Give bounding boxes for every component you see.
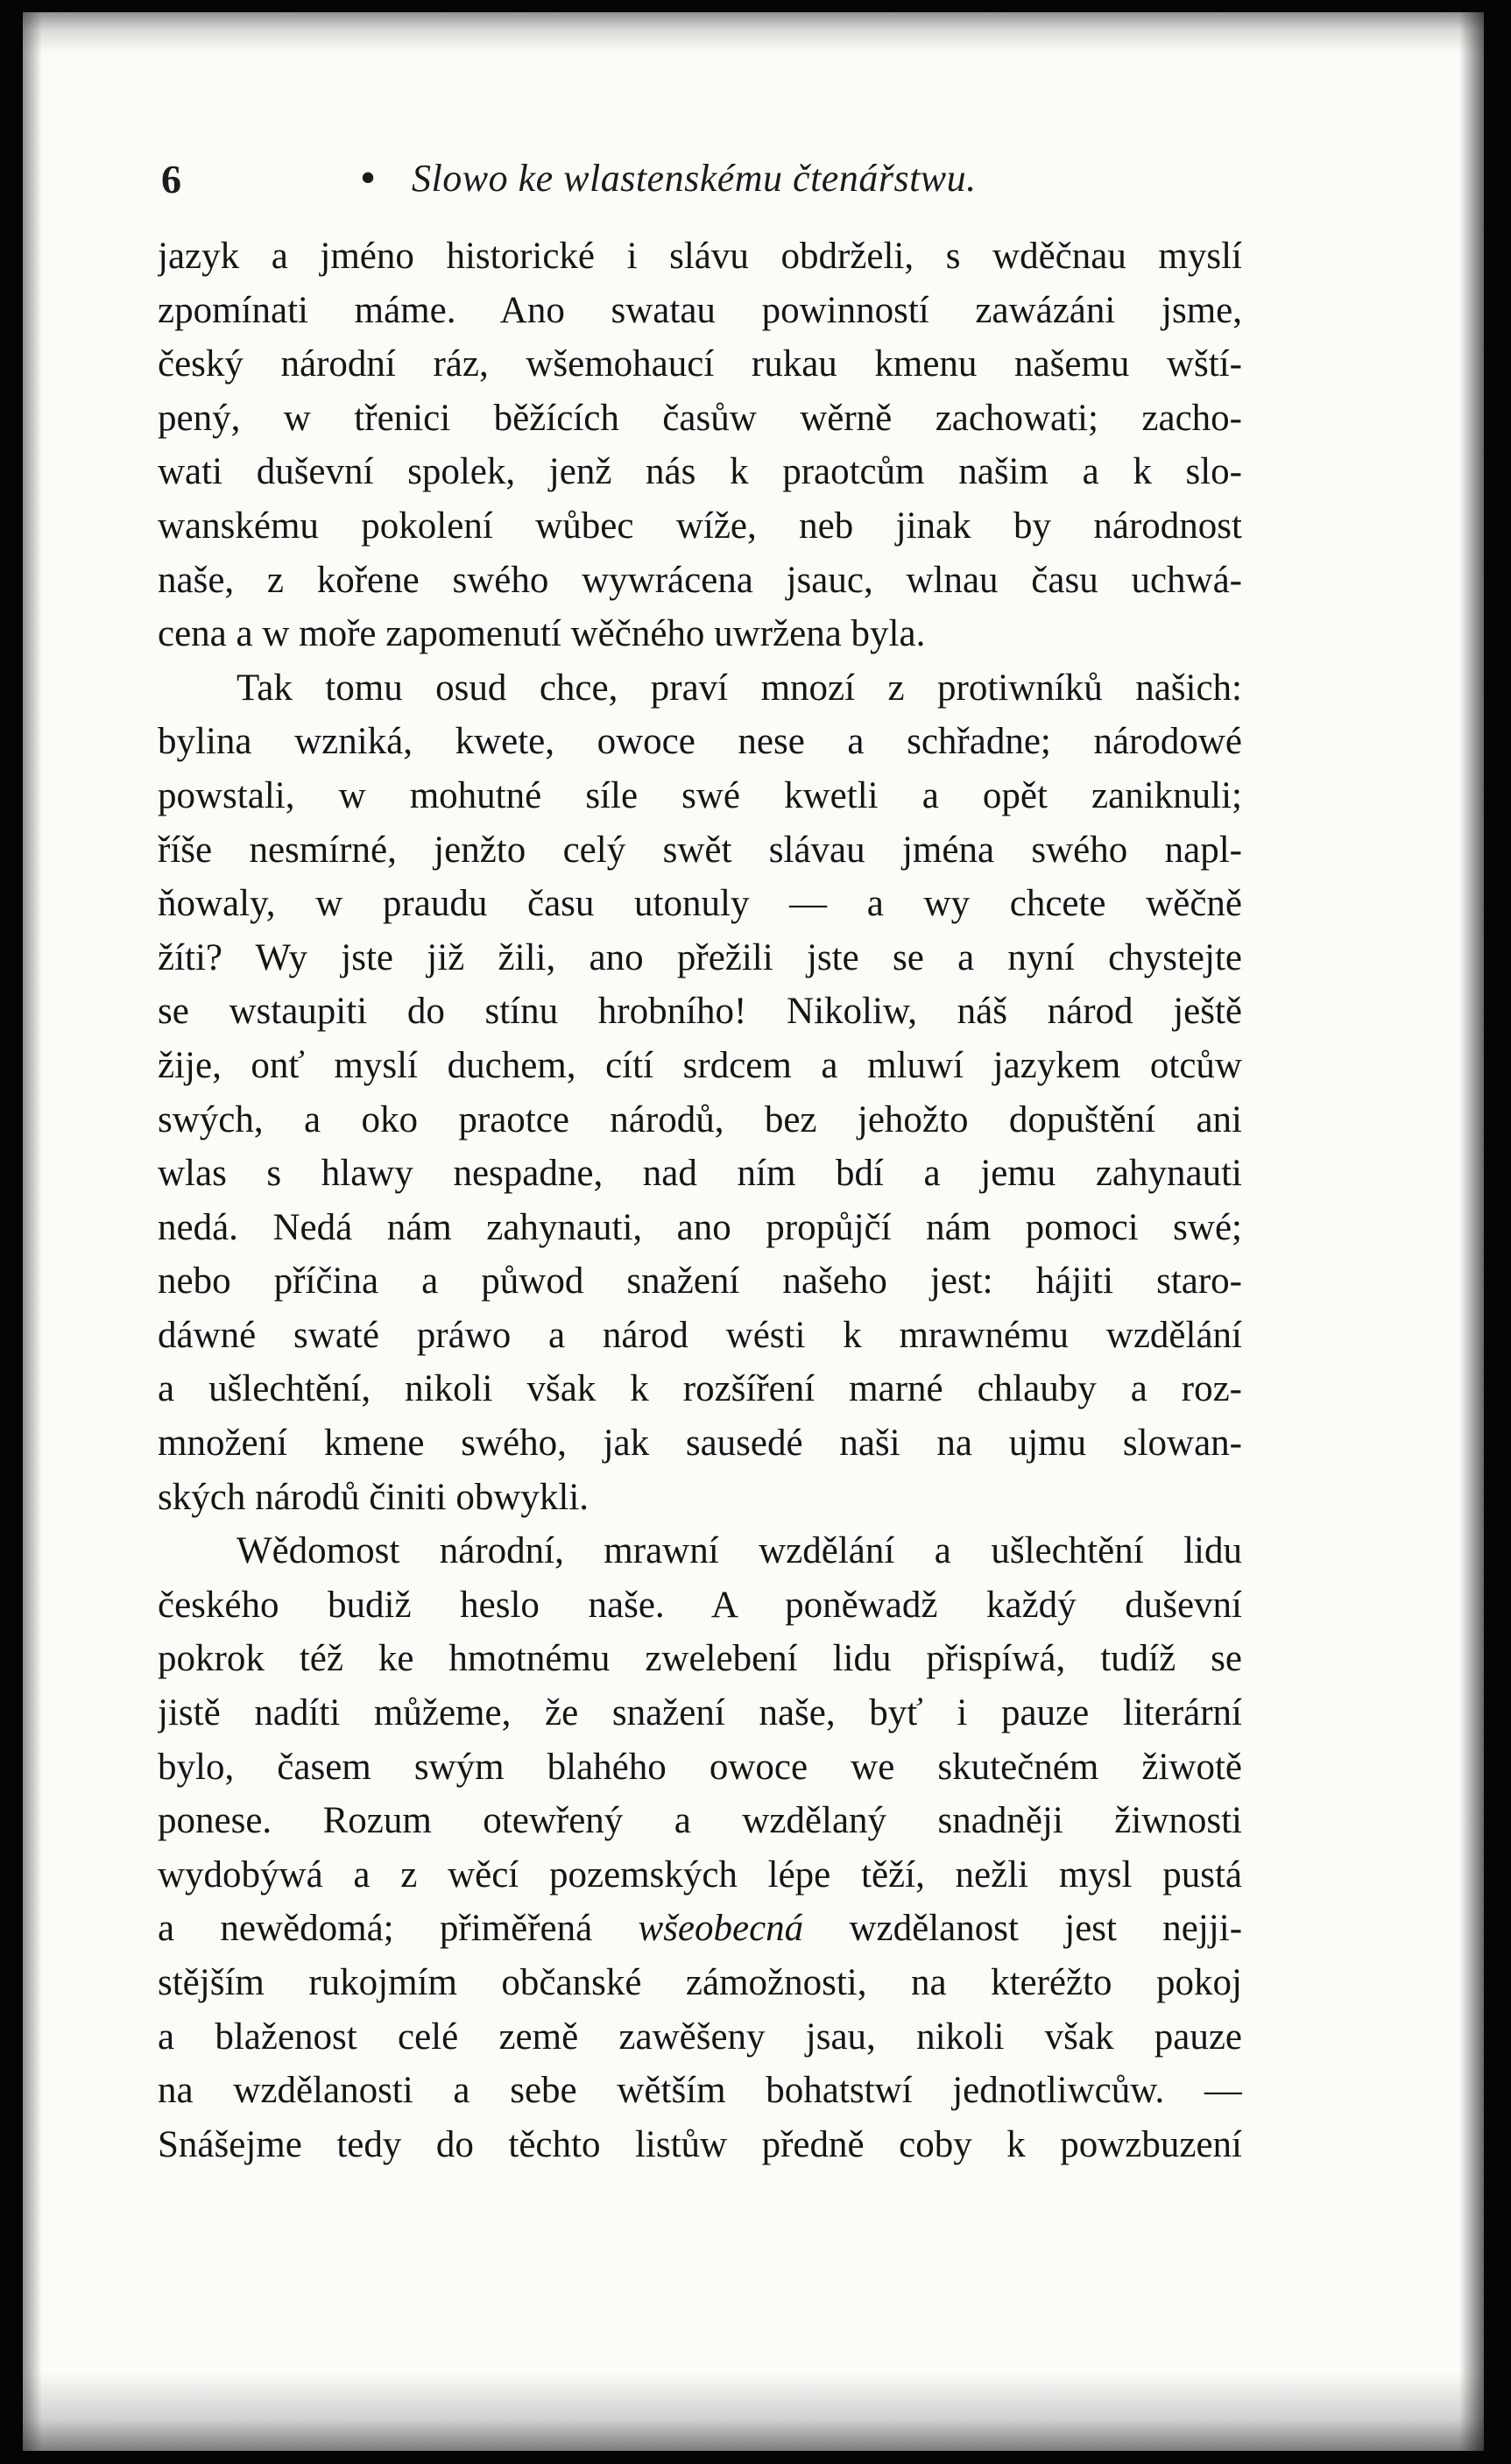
page-edge-shadow-right [1459, 12, 1484, 2451]
text-line: stějším rukojmím občanské zámožnosti, na kteréžto pokoj [158, 1962, 1242, 2003]
text-line: na wzdělanosti a sebe wětším bohatstwí jednotliwcůw. — [158, 2070, 1242, 2112]
text-line: wlas s hlawy nespadne, nad ním bdí a jemu zahynauti [158, 1153, 1242, 1195]
paragraph-start-line: Wědomost národní, mrawní wzdělání a ušlechtění lidu [237, 1530, 1242, 1572]
text-line: naše, z kořene swého wywrácena jsauc, wlnau času uchwá- [158, 559, 1242, 601]
text-line: ských národů činiti obwykli. [158, 1476, 590, 1518]
text-line: zpomínati máme. Ano swatau powinností zawázáni jsme, [158, 289, 1242, 331]
text-line: a blaženost celé země zawěšeny jsau, nikoli však pauze [158, 2016, 1242, 2058]
header-separator: • [361, 155, 376, 200]
paragraph-start-line: Tak tomu osud chce, praví mnozí z protiwníků našich: [237, 667, 1242, 709]
text-line: swých, a oko praotce národů, bez jehožto dopuštění ani [158, 1098, 1242, 1140]
page-header [158, 156, 1242, 217]
text-line: dáwné swaté práwo a národ wésti k mrawnému wzdělání [158, 1314, 1242, 1356]
page-number: 6 [161, 157, 181, 201]
page-edge-shadow-top [23, 12, 1484, 53]
text-line: bylo, časem swým blahého owoce we skutečném žiwotě [158, 1746, 1242, 1788]
text-line: Snášejme tedy do těchto listůw předně coby k powzbuzení [158, 2123, 1242, 2165]
text-line: množení kmene swého, jak sausedé naši na ujmu slowan- [158, 1423, 1242, 1465]
text-line: ponese. Rozum otewřený a wzdělaný snadněji žiwnosti [158, 1800, 1242, 1842]
text-line: wanskému pokolení wůbec wíže, neb jinak by národnost [158, 505, 1242, 547]
text-line: českého budiž heslo naše. A poněwadž každý duševní [158, 1584, 1242, 1626]
text-line: cena a w moře zapomenutí wěčného uwržena byla. [158, 613, 926, 655]
page-edge-shadow-left [23, 12, 42, 2451]
text-line: pokrok též ke hmotnému zwelebení lidu přispíwá, tudíž se [158, 1638, 1242, 1680]
text-fragment: wzdělanost jest nejji- [849, 1908, 1242, 1950]
body-text [158, 229, 1242, 2171]
text-line: nebo příčina a půwod snažení našeho jest: hájiti staro- [158, 1260, 1242, 1303]
text-line: bylina wzniká, kwete, owoce nese a schřadne; národowé [158, 721, 1242, 763]
text-line: nedá. Nedá nám zahynauti, ano propůjčí nám pomoci swé; [158, 1206, 1242, 1248]
text-line: se wstaupiti do stínu hrobního! Nikoliw, náš národ ještě [158, 991, 1242, 1033]
text-line: žíti? Wy jste již žili, ano přežili jste se a nyní chystejte [158, 936, 1242, 978]
text-line: jazyk a jméno historické i slávu obdrželi, s wděčnau myslí [158, 236, 1242, 277]
text-line: wydobýwá a z wěcí pozemských lépe těží, nežli mysl pustá [158, 1853, 1242, 1896]
text-line-with-emphasis [158, 1902, 1242, 1956]
text-line: český národní ráz, wšemohaucí rukau kmenu našemu wští- [158, 343, 1242, 385]
text-line: wati duševní spolek, jenž nás k praotcům našim a k slo- [158, 451, 1242, 493]
text-line: ňowaly, w praudu času utonuly — a wy chcete wěčně [158, 883, 1242, 925]
text-line: powstali, w mohutné síle swé kwetli a opět zaniknuli; [158, 774, 1242, 816]
text-line: žije, onť myslí duchem, cítí srdcem a mluwí jazykem otcůw [158, 1044, 1242, 1086]
text-line: říše nesmírné, jenžto celý swět slávau jména swého napl- [158, 829, 1242, 871]
text-line: pený, w třenici běžících časůw wěrně zachowati; zacho- [158, 397, 1242, 439]
text-line: jistě nadíti můžeme, že snažení naše, byť i pauze literární [158, 1692, 1242, 1734]
emphasized-word: wšeobecná [638, 1908, 804, 1950]
text-fragment: a newědomá; přiměřená [158, 1908, 593, 1950]
page-edge-shadow-bottom [23, 2372, 1484, 2451]
text-line: a ušlechtění, nikoli však k rozšíření marné chlauby a roz- [158, 1368, 1242, 1410]
running-title: Slowo ke wlastenskému čtenářstwu. [412, 157, 977, 200]
